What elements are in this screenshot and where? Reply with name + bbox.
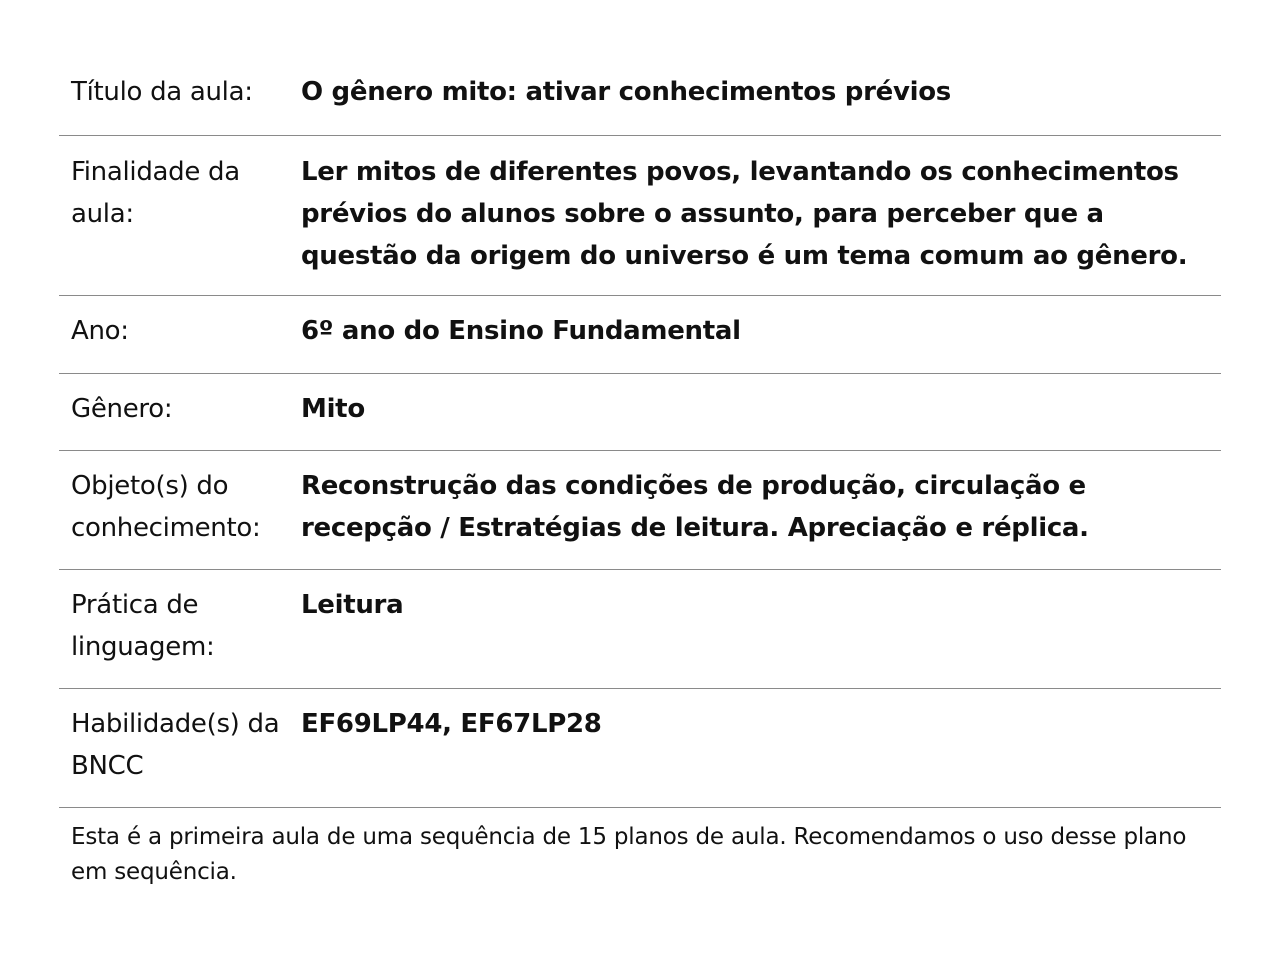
row-pratica-linguagem (59, 570, 1221, 689)
row-label: Gênero: (71, 394, 173, 424)
row-label: Ano: (71, 316, 129, 346)
row-value: EF69LP44, EF67LP28 (301, 709, 602, 739)
row-ano (59, 296, 1221, 374)
row-value: O gênero mito: ativar conhecimentos prévios (301, 77, 951, 107)
row-label: Objeto(s) do conhecimento: (71, 471, 261, 543)
row-label: Habilidade(s) da BNCC (71, 709, 280, 781)
row-label: Título da aula: (71, 77, 253, 107)
row-value: 6º ano do Ensino Fundamental (301, 316, 741, 346)
row-genero (59, 374, 1221, 451)
row-value: Ler mitos de diferentes povos, levantando os conhecimentos prévios do alunos sobre o assunto, para perceber que a questão da origem do universo é um tema comum ao gênero. (301, 157, 1188, 271)
row-finalidade (59, 136, 1221, 296)
row-titulo (59, 56, 1221, 136)
sequence-note: Esta é a primeira aula de uma sequência de 15 planos de aula. Recomendamos o uso desse plano em sequência. (71, 824, 1187, 885)
row-habilidades-bncc (59, 689, 1221, 808)
row-objeto-conhecimento (59, 451, 1221, 570)
lesson-plan-sheet (59, 56, 1221, 890)
row-value: Reconstrução das condições de produção, circulação e recepção / Estratégias de leitura. Apreciação e réplica. (301, 471, 1089, 543)
row-value: Leitura (301, 590, 404, 620)
row-value: Mito (301, 394, 365, 424)
row-label: Prática de linguagem: (71, 590, 215, 662)
row-label: Finalidade da aula: (71, 157, 240, 229)
